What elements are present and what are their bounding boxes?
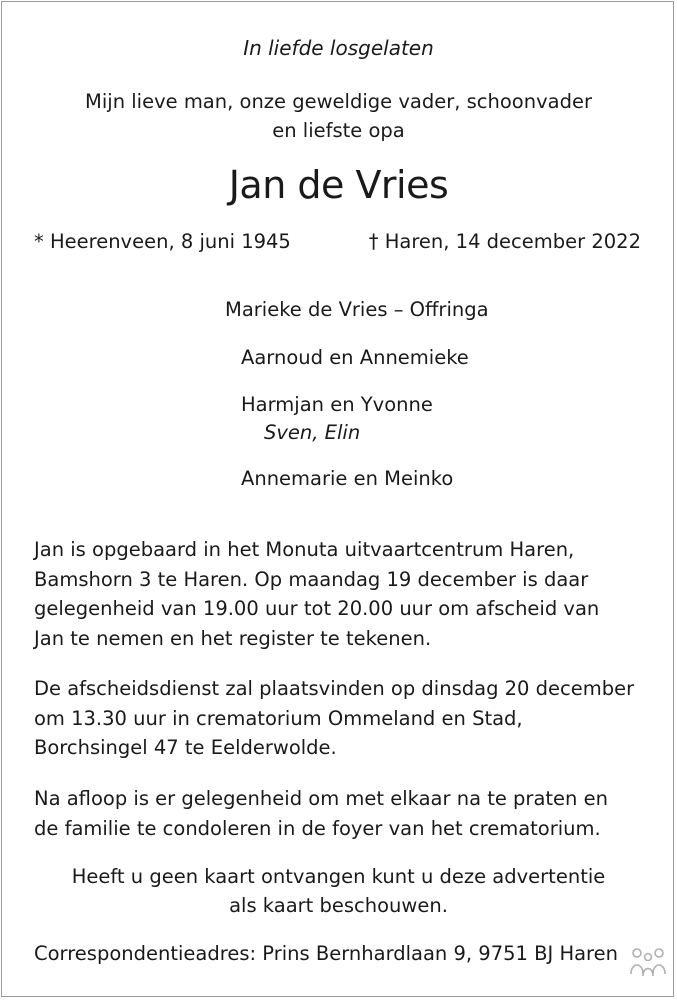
grandchildren-2: Sven, Elin — [264, 421, 361, 444]
paragraph-line: De afscheidsdienst zal plaatsvinden op dinsdag 20 december — [34, 677, 635, 700]
paragraph-line: om 13.30 uur in crematorium Ommeland en Stad, — [34, 706, 523, 730]
correspondence-address — [34, 942, 618, 965]
paragraph-line: Na afloop is er gelegenheid om met elkaar na te praten en — [34, 787, 608, 810]
announcement-border — [1, 1, 674, 997]
child-3: Annemarie en Meinko — [241, 467, 454, 490]
notice-line-1: Heeft u geen kaart ontvangen kunt u deze advertentie — [71, 865, 606, 888]
intro-line-1: Mijn lieve man, onze geweldige vader, schoonvader — [85, 90, 592, 113]
paragraph-line: Borchsingel 47 te Eelderwolde. — [34, 736, 337, 759]
deceased-name: Jan de Vries — [228, 163, 449, 207]
paragraph-condolence — [34, 784, 654, 843]
child-2: Harmjan en Yvonne — [241, 393, 433, 416]
correspondence-label: Correspondentieadres: — [34, 942, 257, 965]
correspondence-value: Prins Bernhardlaan 9, 9751 BJ Haren — [262, 942, 619, 965]
intro-line-2: en liefste opa — [272, 119, 405, 142]
motto: In liefde losgelaten — [243, 36, 434, 60]
paragraph-line: de familie te condoleren in de foyer van het crematorium. — [34, 816, 601, 840]
notice-line-2: als kaart beschouwen. — [229, 894, 448, 917]
spouse-name: Marieke de Vries – Offringa — [225, 298, 489, 321]
paragraph-line: gelegenheid van 19.00 uur tot 20.00 uur om afscheid van — [34, 597, 600, 620]
paragraph-service — [34, 674, 654, 763]
family-silhouette-icon — [628, 944, 668, 984]
paragraph-line: Bamshorn 3 te Haren. Op maandag 19 december is daar — [34, 567, 589, 591]
paragraph-line: Jan te nemen en het register te tekenen. — [34, 626, 432, 650]
paragraph-line: Jan is opgebaard in het Monuta uitvaartcentrum Haren, — [34, 538, 575, 561]
child-1: Aarnoud en Annemieke — [241, 346, 469, 369]
death-info: † Haren, 14 december 2022 — [368, 230, 641, 253]
paragraph-viewing — [34, 535, 654, 653]
birth-info: * Heerenveen, 8 juni 1945 — [34, 230, 291, 253]
